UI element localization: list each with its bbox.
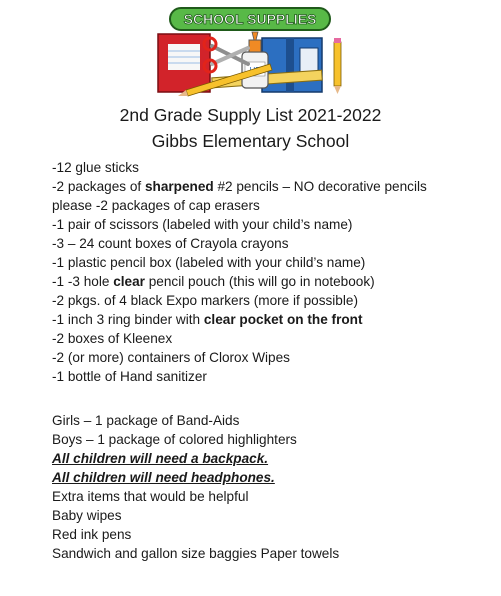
girls-note: Girls – 1 package of Band-Aids (52, 413, 240, 428)
school-name: Gibbs Elementary School (151, 131, 350, 151)
list-item: -3 – 24 count boxes of Crayola crayons (52, 236, 289, 251)
school-supplies-clipart (150, 4, 350, 100)
extra-item: Sandwich and gallon size baggies Paper towels (52, 546, 340, 561)
list-item: -12 glue sticks (52, 160, 139, 175)
list-item: -2 packages of sharpened #2 pencils – NO decorative pencils (52, 179, 427, 194)
extra-item: Red ink pens (52, 527, 132, 542)
list-item: -1 inch 3 ring binder with clear pocket on the front (52, 312, 363, 327)
list-item: -1 bottle of Hand sanitizer (52, 369, 207, 384)
list-item: -1 pair of scissors (labeled with your child’s name) (52, 217, 353, 232)
banner-text: SCHOOL SUPPLIES (183, 11, 317, 27)
extra-items-heading: Extra items that would be helpful (52, 489, 249, 504)
pencil-icon-2 (334, 38, 341, 94)
list-item: -1 -3 hole clear pencil pouch (this will go in notebook) (52, 274, 375, 289)
notebook-icon (158, 34, 210, 92)
list-item: -2 (or more) containers of Clorox Wipes (52, 350, 290, 365)
list-item: please -2 packages of cap erasers (52, 198, 260, 213)
list-item: -1 plastic pencil box (labeled with your child’s name) (52, 255, 366, 270)
backpack-note: All children will need a backpack. (52, 451, 269, 466)
list-item: -2 boxes of Kleenex (52, 331, 173, 346)
boys-note: Boys – 1 package of colored highlighters (52, 432, 297, 447)
headphones-note: All children will need headphones. (52, 470, 275, 485)
list-item: -2 pkgs. of 4 black Expo markers (more if possible) (52, 293, 358, 308)
extra-item: Baby wipes (52, 508, 122, 523)
page-title: 2nd Grade Supply List 2021-2022 (119, 105, 382, 125)
